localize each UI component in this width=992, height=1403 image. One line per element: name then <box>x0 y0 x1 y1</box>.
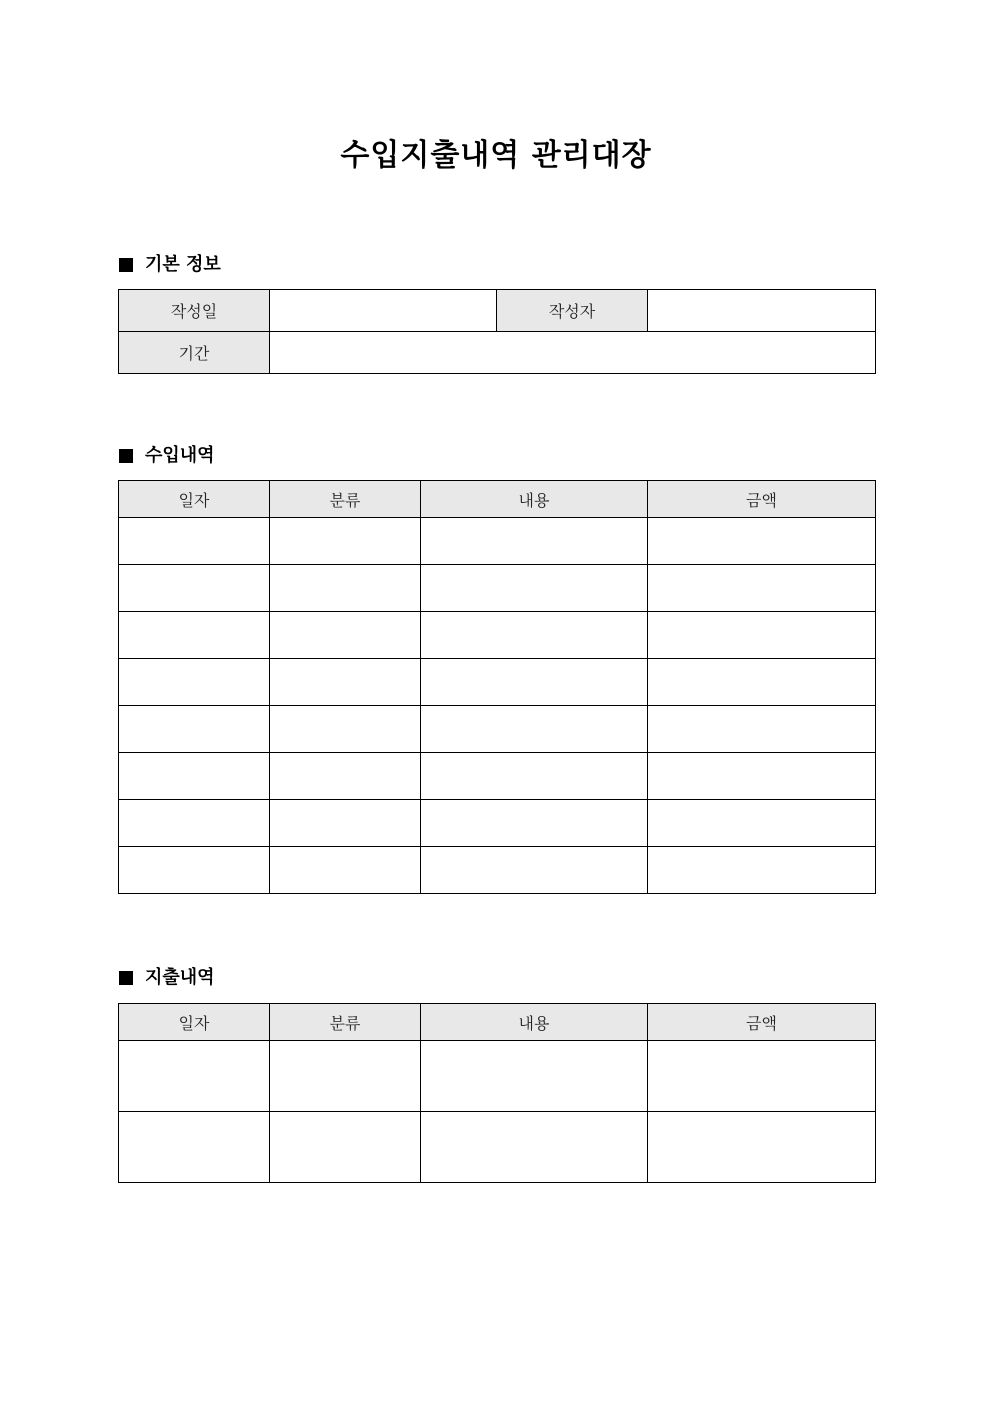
period-label: 기간 <box>119 332 270 374</box>
income-amount-cell[interactable] <box>648 706 876 753</box>
expense-heading-label: 지출내역 <box>145 967 215 988</box>
author-label: 작성자 <box>497 290 648 332</box>
income-amount-cell[interactable] <box>648 565 876 612</box>
document-title: 수입지출내역 관리대장 <box>340 138 652 173</box>
expense-date-cell[interactable] <box>119 1112 270 1183</box>
basic-info-row <box>119 290 876 332</box>
table-row <box>119 800 876 847</box>
income-amount-cell[interactable] <box>648 800 876 847</box>
income-category-cell[interactable] <box>270 518 421 565</box>
income-date-cell[interactable] <box>119 706 270 753</box>
expense-category-cell[interactable] <box>270 1041 421 1112</box>
basic-info-row <box>119 332 876 374</box>
income-date-cell[interactable] <box>119 565 270 612</box>
income-description-cell[interactable] <box>421 659 648 706</box>
table-row <box>119 706 876 753</box>
date-field[interactable] <box>270 290 497 332</box>
income-date-cell[interactable] <box>119 753 270 800</box>
income-description-cell[interactable] <box>421 565 648 612</box>
income-category-cell[interactable] <box>270 706 421 753</box>
expense-amount-cell[interactable] <box>648 1112 876 1183</box>
income-amount-cell[interactable] <box>648 659 876 706</box>
income-amount-cell[interactable] <box>648 612 876 659</box>
expense-description-cell[interactable] <box>421 1112 648 1183</box>
basic-info-table <box>118 289 876 374</box>
table-row <box>119 518 876 565</box>
column-header-amount: 금액 <box>648 481 876 518</box>
expense-date-cell[interactable] <box>119 1041 270 1112</box>
square-bullet-icon <box>119 449 133 463</box>
income-category-cell[interactable] <box>270 847 421 894</box>
table-row <box>119 847 876 894</box>
table-row <box>119 565 876 612</box>
income-amount-cell[interactable] <box>648 518 876 565</box>
income-description-cell[interactable] <box>421 753 648 800</box>
column-header-category: 분류 <box>270 481 421 518</box>
expense-category-cell[interactable] <box>270 1112 421 1183</box>
column-header-date: 일자 <box>119 481 270 518</box>
income-date-cell[interactable] <box>119 847 270 894</box>
column-header-date: 일자 <box>119 1004 270 1041</box>
column-header-category: 분류 <box>270 1004 421 1041</box>
author-field[interactable] <box>648 290 876 332</box>
income-description-cell[interactable] <box>421 847 648 894</box>
income-category-cell[interactable] <box>270 659 421 706</box>
income-amount-cell[interactable] <box>648 753 876 800</box>
expense-header-row <box>119 1004 876 1041</box>
table-row <box>119 753 876 800</box>
column-header-description: 내용 <box>421 1004 648 1041</box>
income-amount-cell[interactable] <box>648 847 876 894</box>
expense-amount-cell[interactable] <box>648 1041 876 1112</box>
square-bullet-icon <box>119 971 133 985</box>
income-category-cell[interactable] <box>270 753 421 800</box>
column-header-amount: 금액 <box>648 1004 876 1041</box>
income-heading <box>119 445 215 467</box>
table-row <box>119 1112 876 1183</box>
income-category-cell[interactable] <box>270 800 421 847</box>
income-date-cell[interactable] <box>119 612 270 659</box>
income-date-cell[interactable] <box>119 659 270 706</box>
income-category-cell[interactable] <box>270 612 421 659</box>
table-row <box>119 659 876 706</box>
income-date-cell[interactable] <box>119 800 270 847</box>
income-header-row <box>119 481 876 518</box>
date-label: 작성일 <box>119 290 270 332</box>
expense-heading <box>119 967 215 989</box>
expense-table <box>118 1003 876 1183</box>
expense-description-cell[interactable] <box>421 1041 648 1112</box>
income-description-cell[interactable] <box>421 800 648 847</box>
period-field[interactable] <box>270 332 876 374</box>
income-description-cell[interactable] <box>421 706 648 753</box>
income-heading-label: 수입내역 <box>145 445 215 466</box>
basic-info-heading-label: 기본 정보 <box>145 254 221 275</box>
column-header-description: 내용 <box>421 481 648 518</box>
table-row <box>119 612 876 659</box>
basic-info-heading <box>119 254 221 276</box>
table-row <box>119 1041 876 1112</box>
income-category-cell[interactable] <box>270 565 421 612</box>
income-date-cell[interactable] <box>119 518 270 565</box>
income-description-cell[interactable] <box>421 518 648 565</box>
income-description-cell[interactable] <box>421 612 648 659</box>
income-table <box>118 480 876 894</box>
square-bullet-icon <box>119 258 133 272</box>
